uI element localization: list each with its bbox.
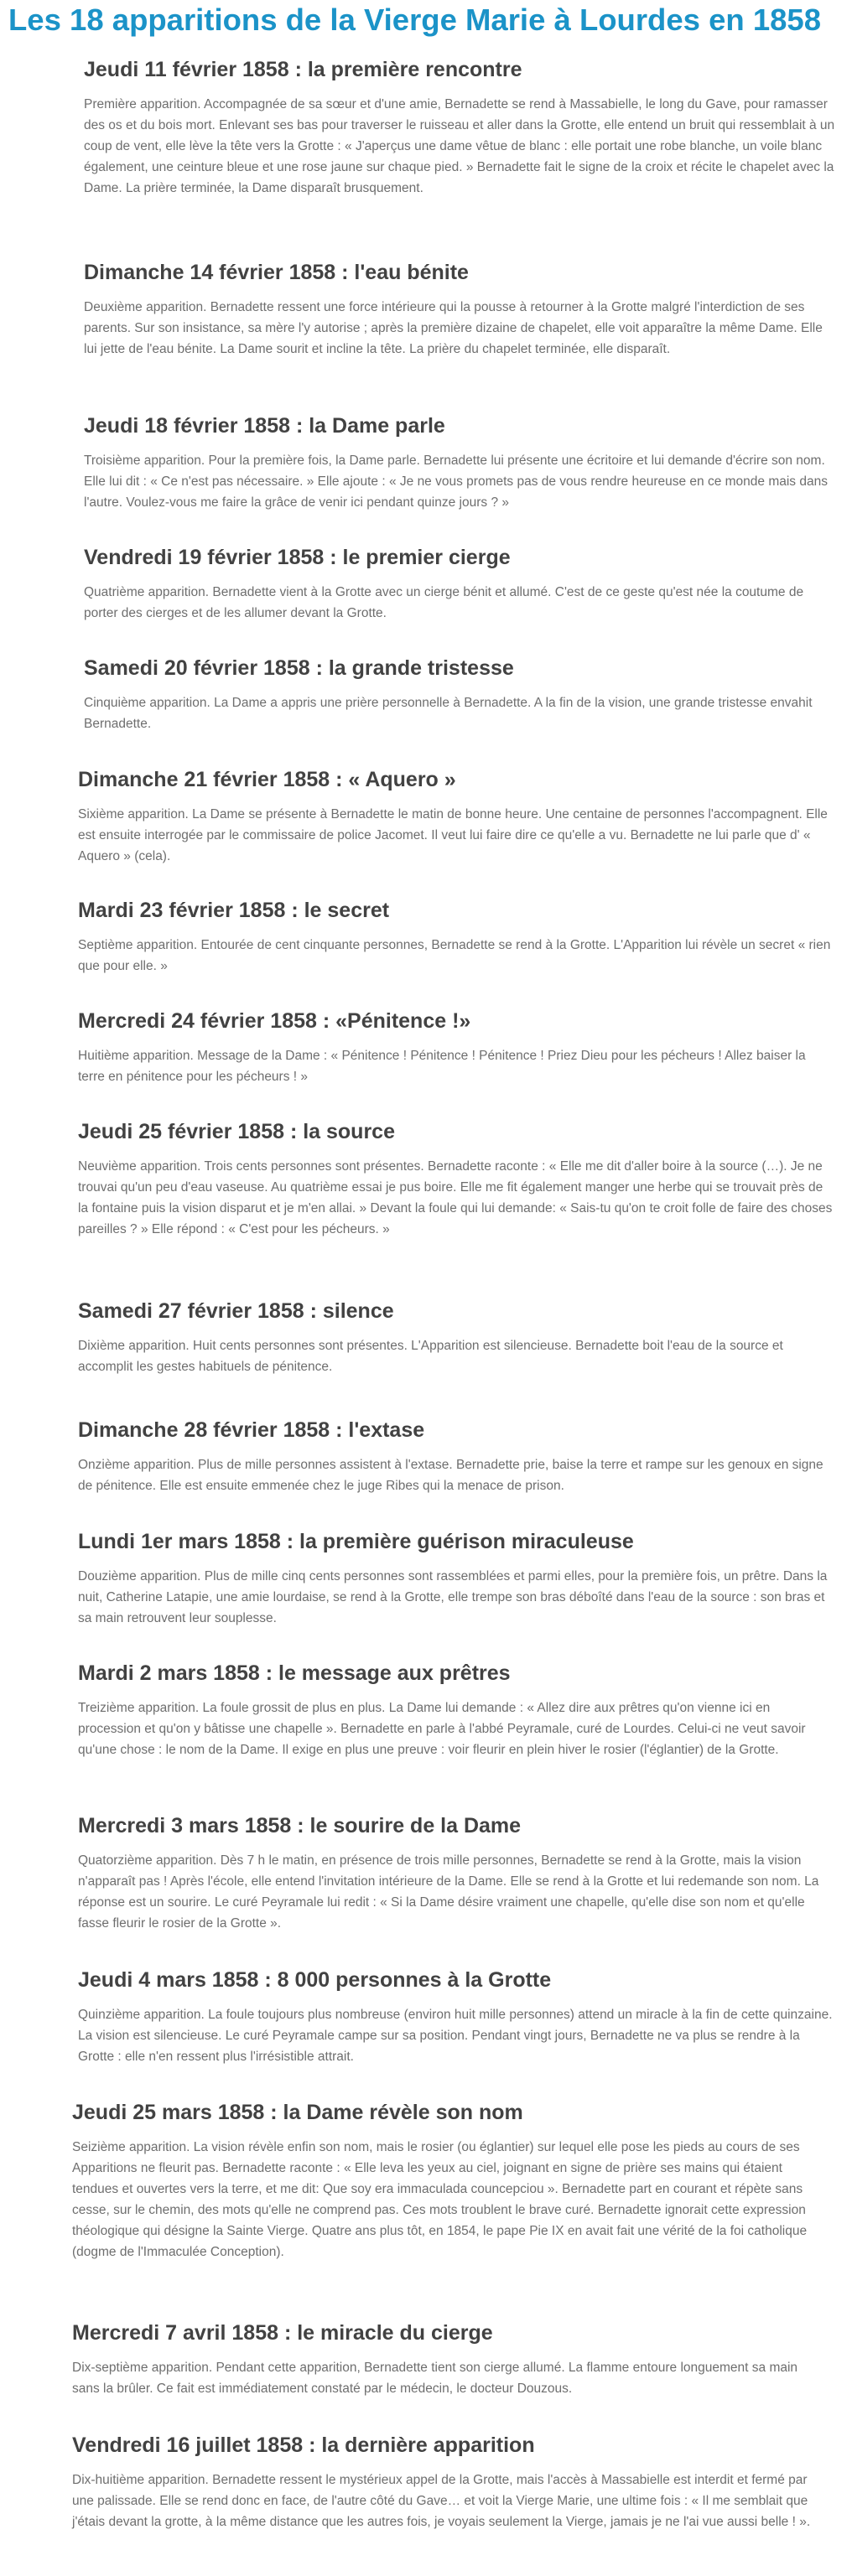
apparition-heading: Mercredi 24 février 1858 : «Pénitence !»: [78, 1009, 471, 1033]
apparition-15: [78, 1966, 833, 2067]
apparition-text: Troisième apparition. Pour la première fois, la Dame parle. Bernadette lui présente une écritoire et lui demande d'écrire son nom. Elle lui dit : « Ce n'est pas nécessaire. » Elle ajoute : « Je ne vous promets pas de vous rendre heureuse en ce monde mais dans l'autre. Voulez-vous me faire la grâce de venir ici pendant quinze jours ? »: [84, 454, 828, 510]
apparition-4: [84, 543, 839, 624]
apparition-14: [78, 1811, 833, 1934]
apparition-text: Cinquième apparition. La Dame a appris une prière personnelle à Bernadette. A la fin de la vision, une grande tristesse envahit Bernadette.: [84, 696, 813, 731]
apparition-heading: Lundi 1er mars 1858 : la première guérison miraculeuse: [78, 1530, 634, 1553]
apparition-13: [78, 1659, 833, 1760]
apparition-text: Dix-septième apparition. Pendant cette apparition, Bernadette tient son cierge allumé. La flamme entoure longuement sa main sans la brûler. Ce fait est immédiatement constaté par le médecin, le docteur Douzous.: [72, 2361, 798, 2396]
apparition-text: Quinzième apparition. La foule toujours plus nombreuse (environ huit mille personnes) attend un miracle à la fin de cette quinzaine. La vision est silencieuse. Le curé Peyramale campe sur sa position. Pendant vingt jours, Bernadette ne va plus se rendre à la Grotte : elle n'en ressent plus l'irrésistible attrait.: [78, 2008, 833, 2064]
apparition-text: Onzième apparition. Plus de mille personnes assistent à l'extase. Bernadette prie, baise la terre et rampe sur les genoux en signe de pénitence. Elle est ensuite emmenée chez le juge Ribes qui la menace de prison.: [78, 1458, 823, 1493]
page-title: Les 18 apparitions de la Vierge Marie à Lourdes en 1858: [8, 3, 822, 37]
apparition-8: [78, 1007, 833, 1087]
apparition-heading: Jeudi 25 février 1858 : la source: [78, 1120, 395, 1143]
apparition-heading: Jeudi 25 mars 1858 : la Dame révèle son nom: [72, 2101, 523, 2124]
apparition-text: Deuxième apparition. Bernadette ressent une force intérieure qui la pousse à retourner à la Grotte malgré l'interdiction de ses parents. Sur son insistance, sa mère l'y autorise ; après la première dizaine de chapelet, elle voit apparaître la même Dame. Elle lui jette de l'eau bénite. La Dame sourit et incline la tête. La prière du chapelet terminée, elle disparaît.: [84, 300, 823, 356]
apparition-heading: Vendredi 19 février 1858 : le premier cierge: [84, 546, 511, 569]
apparition-18: [72, 2431, 827, 2532]
apparition-11: [78, 1416, 833, 1496]
apparition-2: [84, 258, 839, 360]
apparition-heading: Samedi 20 février 1858 : la grande tristesse: [84, 656, 514, 680]
apparition-1: [84, 55, 839, 199]
apparition-text: Sixième apparition. La Dame se présente à Bernadette le matin de bonne heure. Une centaine de personnes l'accompagnent. Elle est ensuite interrogée par le commissaire de police Jacomet. Il veut lui faire dire ce qu'elle a vu. Bernadette ne lui parle que d' « Aquero » (cela).: [78, 807, 828, 863]
apparition-text: Première apparition. Accompagnée de sa sœur et d'une amie, Bernadette se rend à Massabielle, le long du Gave, pour ramasser des os et du bois mort. Enlevant ses bas pour traverser le ruisseau et aller dans la Grotte, elle entend un bruit qui ressemblait à un coup de vent, elle lève la tête vers la Grotte : « J'aperçus une dame vêtue de blanc : elle portait une robe blanche, un voile blanc également, une ceinture bleue et une rose jaune sur chaque pied. » Bernadette fait le signe de la croix et récite le chapelet avec la Dame. La prière terminée, la Dame disparaît brusquement.: [84, 97, 835, 195]
apparition-heading: Samedi 27 février 1858 : silence: [78, 1299, 394, 1323]
apparition-heading: Dimanche 21 février 1858 : « Aquero »: [78, 768, 456, 791]
apparition-7: [78, 896, 833, 977]
apparition-12: [78, 1527, 833, 1629]
apparition-heading: Jeudi 11 février 1858 : la première rencontre: [84, 58, 522, 81]
apparition-text: Quatrième apparition. Bernadette vient à la Grotte avec un cierge bénit et allumé. C'est de ce geste qu'est née la coutume de porter des cierges et de les allumer devant la Grotte.: [84, 585, 804, 620]
apparition-heading: Dimanche 28 février 1858 : l'extase: [78, 1418, 425, 1442]
apparition-text: Septième apparition. Entourée de cent cinquante personnes, Bernadette se rend à la Grotte. L'Apparition lui révèle un secret « rien que pour elle. »: [78, 938, 831, 973]
apparition-5: [84, 654, 839, 734]
apparition-heading: Mardi 2 mars 1858 : le message aux prêtres: [78, 1661, 511, 1685]
apparition-9: [78, 1117, 833, 1240]
apparition-3: [84, 412, 839, 513]
apparition-text: Dixième apparition. Huit cents personnes sont présentes. L'Apparition est silencieuse. Bernadette boit l'eau de la source et accomplit les gestes habituels de pénitence.: [78, 1339, 783, 1374]
apparition-text: Quatorzième apparition. Dès 7 h le matin, en présence de trois mille personnes, Bernadette se rend à la Grotte, mais la vision n'apparaît pas ! Après l'école, elle entend l'invitation intérieure de la Dame. Elle se rend à la Grotte et lui redemande son nom. La réponse est un sourire. Le curé Peyramale lui redit : « Si la Dame désire vraiment une chapelle, qu'elle dise son nom et qu'elle fasse fleurir le rosier de la Grotte ».: [78, 1853, 819, 1931]
apparition-16: [72, 2098, 827, 2262]
apparition-heading: Jeudi 18 février 1858 : la Dame parle: [84, 414, 445, 438]
apparition-6: [78, 765, 833, 867]
apparition-text: Dix-huitième apparition. Bernadette ressent le mystérieux appel de la Grotte, mais l'accès à Massabielle est interdit et fermé par une palissade. Elle se rend donc en face, de l'autre côté du Gave… et voit la Vierge Marie, une ultime fois : « Il me semblait que j'étais devant la grotte, à la même distance que les autres fois, je voyais seulement la Vierge, jamais je ne l'ai vue aussi belle ! ».: [72, 2473, 811, 2529]
apparition-heading: Mercredi 3 mars 1858 : le sourire de la Dame: [78, 1814, 522, 1837]
apparition-text: Treizième apparition. La foule grossit de plus en plus. La Dame lui demande : « Allez dire aux prêtres qu'on vienne ici en procession et qu'on y bâtisse une chapelle ». Bernadette en parle à l'abbé Peyramale, curé de Lourdes. Celui-ci ne veut savoir qu'une chose : le nom de la Dame. Il exige en plus une preuve : voir fleurir en plein hiver le rosier (l'églantier) de la Grotte.: [78, 1701, 806, 1757]
apparition-heading: Dimanche 14 février 1858 : l'eau bénite: [84, 261, 469, 284]
apparition-10: [78, 1297, 833, 1377]
apparition-text: Huitième apparition. Message de la Dame : « Pénitence ! Pénitence ! Pénitence ! Priez Dieu pour les pécheurs ! Allez baiser la terre en pénitence pour les pécheurs ! »: [78, 1049, 806, 1084]
apparition-heading: Mardi 23 février 1858 : le secret: [78, 899, 390, 922]
apparition-17: [72, 2319, 827, 2399]
apparition-text: Douzième apparition. Plus de mille cinq cents personnes sont rassemblées et parmi elles, pour la première fois, un prêtre. Dans la nuit, Catherine Latapie, une amie lourdaise, se rend à la Grotte, elle trempe son bras déboîté dans l'eau de la source : son bras et sa main retrouvent leur souplesse.: [78, 1569, 828, 1625]
apparition-text: Neuvième apparition. Trois cents personnes sont présentes. Bernadette raconte : « Elle me dit d'aller boire à la source (…). Je ne trouvai qu'un peu d'eau vaseuse. Au quatrième essai je pus boire. Elle me fit également manger une herbe qui se trouvait près de la fontaine puis la vision disparut et je m'en allai. » Devant la foule qui lui demande: « Sais-tu qu'on te croit folle de faire des choses pareilles ? » Elle répond : « C'est pour les pécheurs. »: [78, 1159, 833, 1236]
apparition-heading: Mercredi 7 avril 1858 : le miracle du cierge: [72, 2321, 493, 2345]
apparition-heading: Vendredi 16 juillet 1858 : la dernière apparition: [72, 2433, 535, 2457]
apparition-heading: Jeudi 4 mars 1858 : 8 000 personnes à la Grotte: [78, 1968, 552, 1992]
apparition-text: Seizième apparition. La vision révèle enfin son nom, mais le rosier (ou églantier) sur lequel elle pose les pieds au cours de ses Apparitions ne fleurit pas. Bernadette raconte : « Elle leva les yeux au ciel, joignant en signe de prière ses mains qui étaient tendues et ouvertes vers la terre, et me dit: Que soy era immaculada councepciou ». Bernadette part en courant et répète sans cesse, sur le chemin, des mots qu'elle ne comprend pas. Ces mots troublent le brave curé. Bernadette ignorait cette expression théologique qui désigne la Sainte Vierge. Quatre ans plus tôt, en 1854, le pape Pie IX en avait fait une vérité de la foi catholique (dogme de l'Immaculée Conception).: [72, 2140, 808, 2259]
